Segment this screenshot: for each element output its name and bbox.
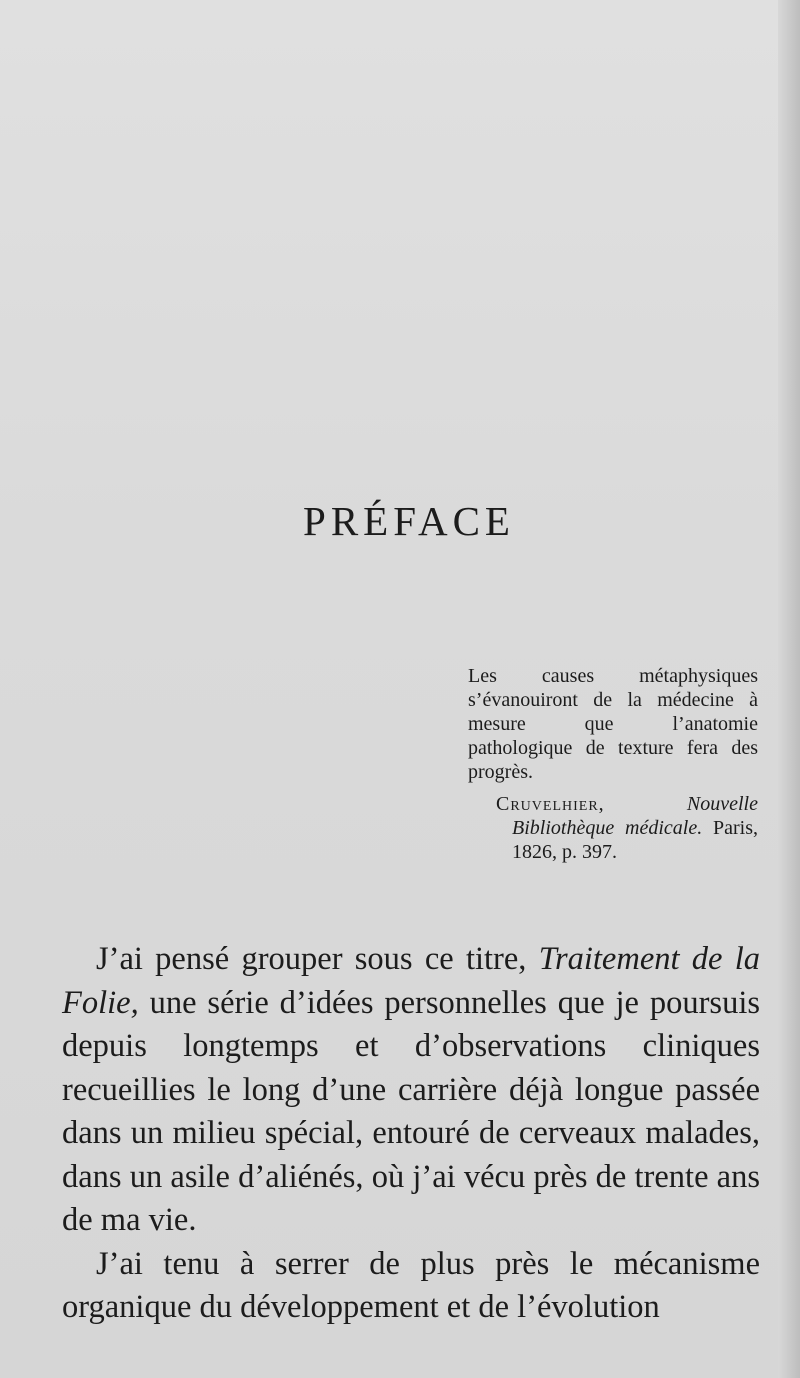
page-edge-shadow [778,0,800,1378]
epigraph-author: Cruvelhier, [496,793,605,815]
paragraph-1 [62,938,760,1243]
epigraph-work: Nouvelle Bibliothèque médicale. [512,793,758,839]
body-text [62,938,760,1330]
epigraph-citation [468,792,758,864]
paragraph-1-rest: une série d’idées personnelles que je poursuis depuis longtemps et d’observations cliniques recueillies le long d’une carrière déjà longue passée dans un milieu spécial, entouré de cerveaux malades, dans un asile d’aliénés, où j’ai vécu près de trente ans de ma vie. [62,984,761,1238]
epigraph-quote: Les causes métaphysiques s’évanouiront de la médecine à mesure que l’anatomie pathologique de texture fera des progrès. [468,665,758,783]
book-title-reference: Traitement de la Folie, [62,941,761,1021]
page-title: PRÉFACE [303,498,515,544]
paragraph-1-start: J’ai pensé grouper sous ce titre, [96,941,527,977]
epigraph-place-date: Paris, 1826, p. 397. [512,817,759,863]
paragraph-2: J’ai tenu à serrer de plus près le mécanisme organique du développement et de l’évolution [62,1245,760,1325]
epigraph [468,664,758,864]
